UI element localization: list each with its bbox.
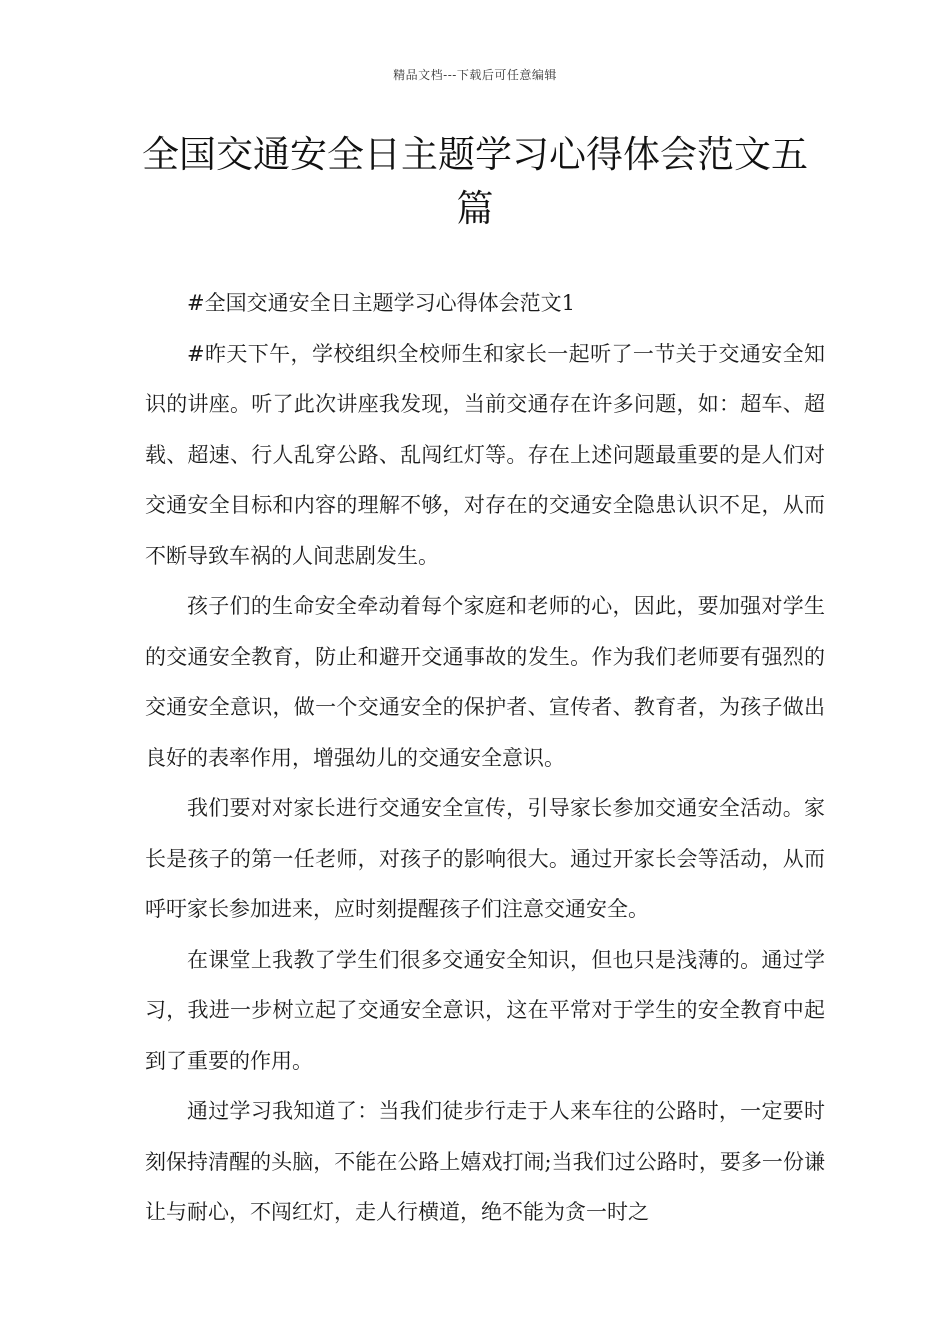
paragraph: 在课堂上我教了学生们很多交通安全知识，但也只是浅薄的。通过学习，我进一步树立起了交通安全意识，这在平常对于学生的安全教育中起到了重要的作用。 (145, 947, 825, 1073)
document-body (145, 278, 825, 1238)
header-note: 精品文档---下载后可任意编辑 (393, 68, 557, 82)
section-heading: #全国交通安全日主题学习心得体会范文1 (187, 291, 575, 315)
paragraph: 孩子们的生命安全牵动着每个家庭和老师的心，因此，要加强对学生的交通安全教育，防止和避开交通事故的发生。作为我们老师要有强烈的交通安全意识，做一个交通安全的保护者、宣传者、教育者，为孩子做出良好的表率作用，增强幼儿的交通安全意识。 (145, 594, 825, 770)
document-title: 全国交通安全日主题学习心得体会范文五篇 (142, 133, 808, 230)
paragraph: 通过学习我知道了：当我们徒步行走于人来车往的公路时，一定要时刻保持清醒的头脑，不能在公路上嬉戏打闹;当我们过公路时，要多一份谦让与耐心，不闯红灯，走人行横道，绝不能为贪一时之 (145, 1099, 825, 1224)
paragraph: #昨天下午，学校组织全校师生和家长一起听了一节关于交通安全知识的讲座。听了此次讲座我发现，当前交通存在许多问题，如：超车、超载、超速、行人乱穿公路、乱闯红灯等。存在上述问题最重要的是人们对交通安全目标和内容的理解不够，对存在的交通安全隐患认识不足，从而不断导致车祸的人间悲剧发生。 (145, 341, 825, 568)
paragraph: 我们要对对家长进行交通安全宣传，引导家长参加交通安全活动。家长是孩子的第一任老师，对孩子的影响很大。通过开家长会等活动，从而呼吁家长参加进来，应时刻提醒孩子们注意交通安全。 (145, 796, 825, 921)
